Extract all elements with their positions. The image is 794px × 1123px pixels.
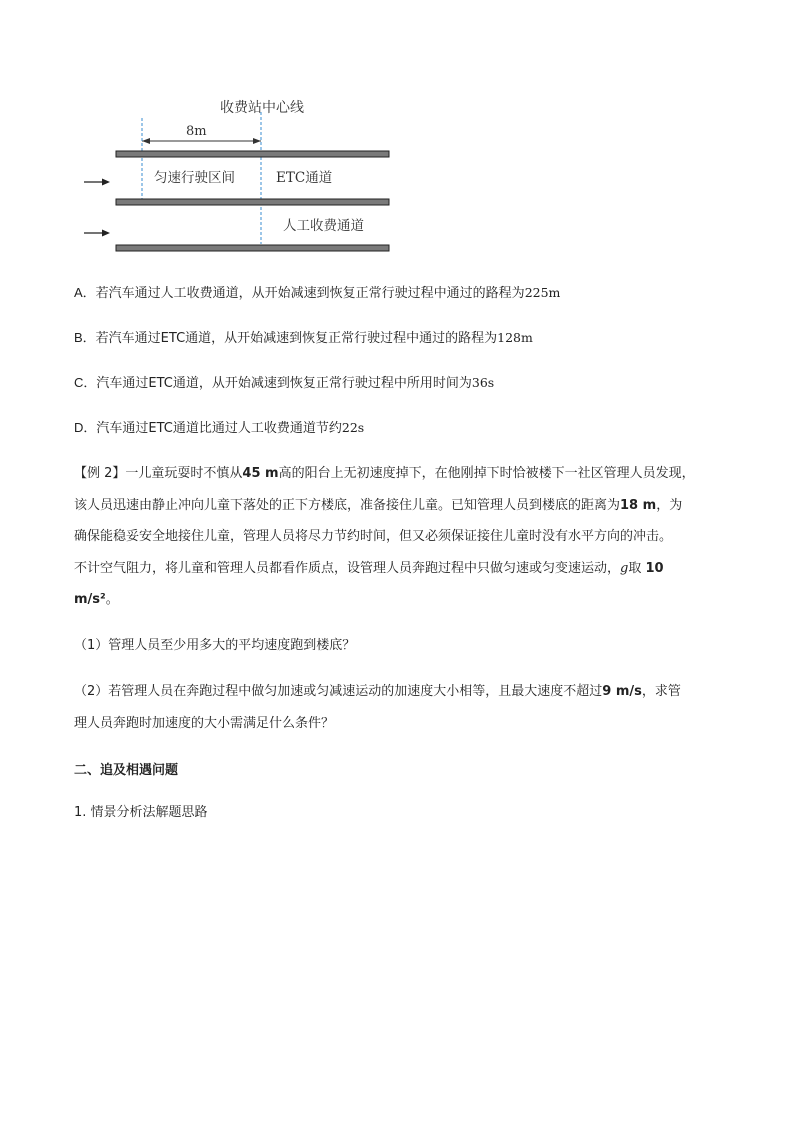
lane-divider-bottom: [116, 245, 389, 251]
etc-lane-label: ETC通道: [276, 170, 333, 186]
centerline-label: 收费站中心线: [220, 100, 304, 116]
question-1: [74, 636, 355, 656]
option-value: 22s: [341, 420, 365, 435]
distance-arrow-right-head: [253, 138, 261, 144]
lane-divider-middle: [116, 199, 389, 205]
option-value: 36s: [471, 375, 495, 390]
text-run: 理人员奔跑时加速度的大小需满足什么条件？: [74, 715, 335, 731]
question-2: [74, 676, 726, 739]
text-run: 该人员迅速由静止冲向儿童下落处的正下方楼底，准备接住儿童。已知管理人员到楼底的距离为: [74, 497, 621, 513]
text-run: 高的阳台上无初速度掉下，在他刚掉下时恰被楼下一社区管理人员发现，: [278, 466, 695, 481]
lane-divider-top: [116, 151, 389, 157]
toll-station-diagram: [0, 0, 794, 270]
subheading: 1. 情景分析法解题思路: [74, 805, 208, 820]
option-letter: D．: [74, 420, 97, 435]
text-run: 不计空气阻力，将儿童和管理人员都看作质点，设管理人员奔跑过程中只做匀速或匀变速运动，: [74, 560, 621, 576]
question-2-line-2: [74, 708, 726, 740]
option-letter: B．: [74, 330, 96, 345]
text-run: ，为: [656, 497, 683, 513]
gravity-unit: m/s²: [74, 592, 106, 607]
example-2-paragraph: [74, 458, 726, 616]
text-run: 取: [628, 560, 642, 576]
example-2-line-5: [74, 584, 726, 616]
question-2-line-1: [74, 676, 726, 708]
text-run: 一儿童玩耍时不慎从: [125, 466, 243, 481]
uniform-section-label: 匀速行驶区间: [154, 170, 235, 186]
direction-arrow-manual-head: [102, 230, 110, 237]
option-value: 128m: [497, 330, 533, 345]
max-speed-value: 9 m/s: [602, 684, 642, 699]
option-letter: A．: [74, 285, 96, 300]
example-2-line-1: [74, 458, 726, 490]
example-2-line-4: [74, 553, 726, 585]
direction-arrow-etc-head: [102, 179, 110, 186]
text-run: （2）若管理人员在奔跑过程中做匀加速或匀减速运动的加速度大小相等，且最大速度不超过: [74, 684, 603, 699]
option-text: 汽车通过ETC通道，从开始减速到恢复正常行驶过程中所用时间为: [96, 376, 472, 391]
distance-label: 8m: [186, 124, 207, 139]
section-heading: 二、追及相遇问题: [74, 763, 179, 778]
option-text: 若汽车通过ETC通道，从开始减速到恢复正常行驶过程中通过的路程为: [95, 331, 498, 346]
example-2-line-3: [74, 521, 726, 553]
option-d: [74, 418, 364, 439]
option-c: [74, 373, 494, 394]
gravity-value: 10: [645, 560, 664, 576]
option-text: 若汽车通过人工收费通道，从开始减速到恢复正常行驶过程中通过的路程为: [95, 286, 525, 301]
question-1-text: （1）管理人员至少用多大的平均速度跑到楼底？: [74, 638, 356, 653]
text-run: ，求管: [641, 684, 681, 699]
height-value: 45 m: [242, 466, 279, 481]
option-a: [74, 283, 560, 304]
example-2-line-2: [74, 490, 726, 522]
manual-lane-label: 人工收费通道: [283, 218, 364, 234]
option-b: [74, 328, 533, 349]
gravity-symbol: g: [620, 560, 629, 576]
option-letter: C．: [74, 375, 97, 390]
text-run: 。: [105, 592, 119, 607]
example-tag: 【例 2】: [74, 466, 126, 481]
option-text: 汽车通过ETC通道比通过人工收费通道节约: [96, 421, 342, 436]
distance-value: 18 m: [620, 497, 657, 513]
option-value: 225m: [524, 285, 561, 300]
text-run: 确保能稳妥安全地接住儿童，管理人员将尽力节约时间，但又必须保证接住儿童时没有水平方向的冲击。: [74, 529, 673, 544]
distance-arrow-left-head: [142, 138, 150, 144]
